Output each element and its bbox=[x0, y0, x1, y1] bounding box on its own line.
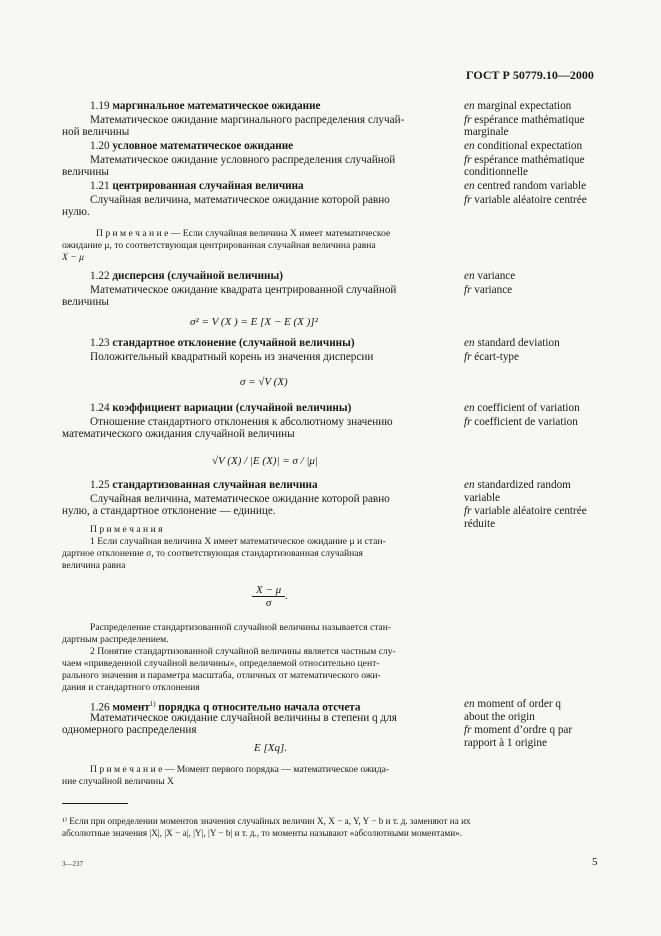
term-1-25-note1-line3: величина равна bbox=[62, 560, 126, 571]
term-1-22-heading: 1.22 дисперсия (случайной величины) bbox=[90, 270, 283, 282]
term-1-22-fr: fr variance bbox=[464, 284, 513, 296]
footnote-line2: абсолютные значения |X|, |X − a|, |Y|, |Y − b| и т. д., то моменты называют «абсолютными моментами». bbox=[62, 828, 463, 838]
term-1-20-heading: 1.20 условное математическое ожидание bbox=[90, 140, 294, 152]
term-1-25-en: en standardized random bbox=[464, 479, 571, 491]
term-1-25-note1b-line1: Распределение стандартизованной случайной величины называется стан- bbox=[90, 622, 392, 633]
term-1-25-note1b-line2: дартным распределением. bbox=[62, 634, 169, 645]
term-1-21-heading: 1.21 центрированная случайная величина bbox=[90, 180, 304, 192]
document-number: ГОСТ Р 50779.10—2000 bbox=[466, 68, 594, 82]
footnote-divider bbox=[62, 803, 128, 804]
term-1-25-def-line1: Случайная величина, математическое ожидание которой равно bbox=[90, 493, 390, 505]
term-1-21-note-line2: ожидание μ, то соответствующая центрированная случайная величина равна bbox=[62, 240, 376, 251]
term-1-25-def-line2: нулю, а стандартное отклонение — единице. bbox=[62, 505, 276, 517]
term-1-25-note2-line2: чаем «приведенной случайной величины», определяемой относительно цент- bbox=[62, 658, 380, 669]
term-1-20-def-line2: величины bbox=[62, 166, 109, 178]
term-1-19-en: en marginal expectation bbox=[464, 100, 572, 112]
term-1-23-def-line1: Положительный квадратный корень из значения дисперсии bbox=[90, 351, 374, 363]
term-1-23-fr: fr écart-type bbox=[464, 351, 519, 363]
term-1-23-heading: 1.23 стандартное отклонение (случайной величины) bbox=[90, 337, 355, 349]
term-1-21-def-line2: нулю. bbox=[62, 206, 90, 218]
term-1-19-heading: 1.19 маргинальное математическое ожидание bbox=[90, 100, 321, 112]
term-1-25-fr-line2: réduite bbox=[464, 518, 496, 530]
term-1-21-def-line1: Случайная величина, математическое ожидание которой равно bbox=[90, 194, 390, 206]
term-1-23-en: en standard deviation bbox=[464, 337, 560, 349]
print-code: 3—237 bbox=[62, 860, 83, 868]
moment-formula: E [Xq]. bbox=[254, 742, 287, 754]
term-1-26-def-line1: Математическое ожидание случайной величины в степени q для bbox=[90, 712, 397, 724]
term-1-26-heading: 1.26 момент$^{1)}$ порядка q относительно начала отсчета bbox=[90, 700, 361, 714]
term-1-21-note-line3: X − μ bbox=[62, 252, 84, 263]
term-1-19-fr-line2: marginale bbox=[464, 126, 509, 138]
term-1-20-en: en conditional expectation bbox=[464, 140, 583, 152]
term-1-26-en: en moment of order q bbox=[464, 698, 561, 710]
term-1-19-def-line1: Математическое ожидание маргинального распределения случай- bbox=[90, 114, 405, 126]
term-1-26-fr-line2: rapport à 1 origine bbox=[464, 737, 547, 749]
term-1-26-def-line2: одномерного распределения bbox=[62, 724, 197, 736]
term-1-26-note-line2: ние случайной величины X bbox=[62, 776, 174, 787]
term-1-25-fr: fr variable aléatoire centrée bbox=[464, 505, 587, 517]
footnote-line1: ¹⁾ Если при определении моментов значения случайных величин X, X − a, Y, Y − b и т. д. заменяют на их bbox=[62, 816, 471, 826]
term-1-21-en: en centred random variable bbox=[464, 180, 587, 192]
page-number: 5 bbox=[592, 856, 598, 868]
term-1-22-en: en variance bbox=[464, 270, 516, 282]
term-1-26-en-line2: about the origin bbox=[464, 711, 535, 723]
term-1-25-note2-line1: 2 Понятие стандартизованной случайной величины является частным слу- bbox=[90, 646, 396, 657]
term-1-25-note1-line2: дартное отклонение σ, то соответствующая стандартизованная случайная bbox=[62, 548, 363, 559]
term-1-25-note2-line3: рального значения и параметра масштаба, отличных от математического ожи- bbox=[62, 670, 381, 681]
term-1-25-note1-line1: 1 Если случайная величина X имеет математическое ожидание μ и стан- bbox=[90, 536, 386, 547]
variance-formula: σ² = V (X ) = E [X − E (X )]² bbox=[190, 316, 318, 328]
term-1-22-def-line2: величины bbox=[62, 296, 109, 308]
std-deviation-formula: σ = √V (X) bbox=[240, 376, 288, 388]
term-1-22-def-line1: Математическое ожидание квадрата центрированной случайной bbox=[90, 284, 397, 296]
term-1-19-def-line2: ной величины bbox=[62, 126, 130, 138]
term-1-25-en-line2: variable bbox=[464, 492, 501, 504]
term-1-25-note2-line4: дания и стандартного отклонения bbox=[62, 682, 200, 693]
term-1-26-note-line1: П р и м е ч а н и е — Момент первого порядка — математическое ожида- bbox=[90, 764, 390, 775]
term-1-19-fr: fr espérance mathématique bbox=[464, 114, 585, 126]
term-1-21-note-line1: П р и м е ч а н и е — Если случайная величина X имеет математическое bbox=[96, 228, 391, 239]
term-1-25-heading: 1.25 стандартизованная случайная величина bbox=[90, 479, 318, 491]
term-1-24-heading: 1.24 коэффициент вариации (случайной величины) bbox=[90, 402, 352, 414]
term-1-20-fr-line2: conditionnelle bbox=[464, 166, 529, 178]
fraction-denominator: σ bbox=[265, 597, 272, 609]
term-1-25-notes-heading: П р и м е ч а н и я bbox=[90, 524, 163, 535]
standardized-variable-fraction: $\frac{X - \mu}{\sigma}$ . bbox=[252, 584, 288, 609]
term-1-26-fr: fr moment d’ordre q par bbox=[464, 724, 573, 736]
fraction-numerator: X − μ bbox=[252, 584, 285, 597]
term-1-20-fr: fr espérance mathématique bbox=[464, 154, 585, 166]
term-1-24-def-line1: Отношение стандартного отклонения к абсолютному значению bbox=[90, 416, 393, 428]
term-1-20-def-line1: Математическое ожидание условного распределения случайной bbox=[90, 154, 396, 166]
term-1-24-def-line2: математического ожидания случайной величины bbox=[62, 428, 295, 440]
term-1-21-fr: fr variable aléatoire centrée bbox=[464, 194, 587, 206]
coefficient-of-variation-formula: √V (X) / |E (X)| = σ / |μ| bbox=[212, 455, 318, 467]
term-1-24-fr: fr coefficient de variation bbox=[464, 416, 578, 428]
term-1-24-en: en coefficient of variation bbox=[464, 402, 580, 414]
